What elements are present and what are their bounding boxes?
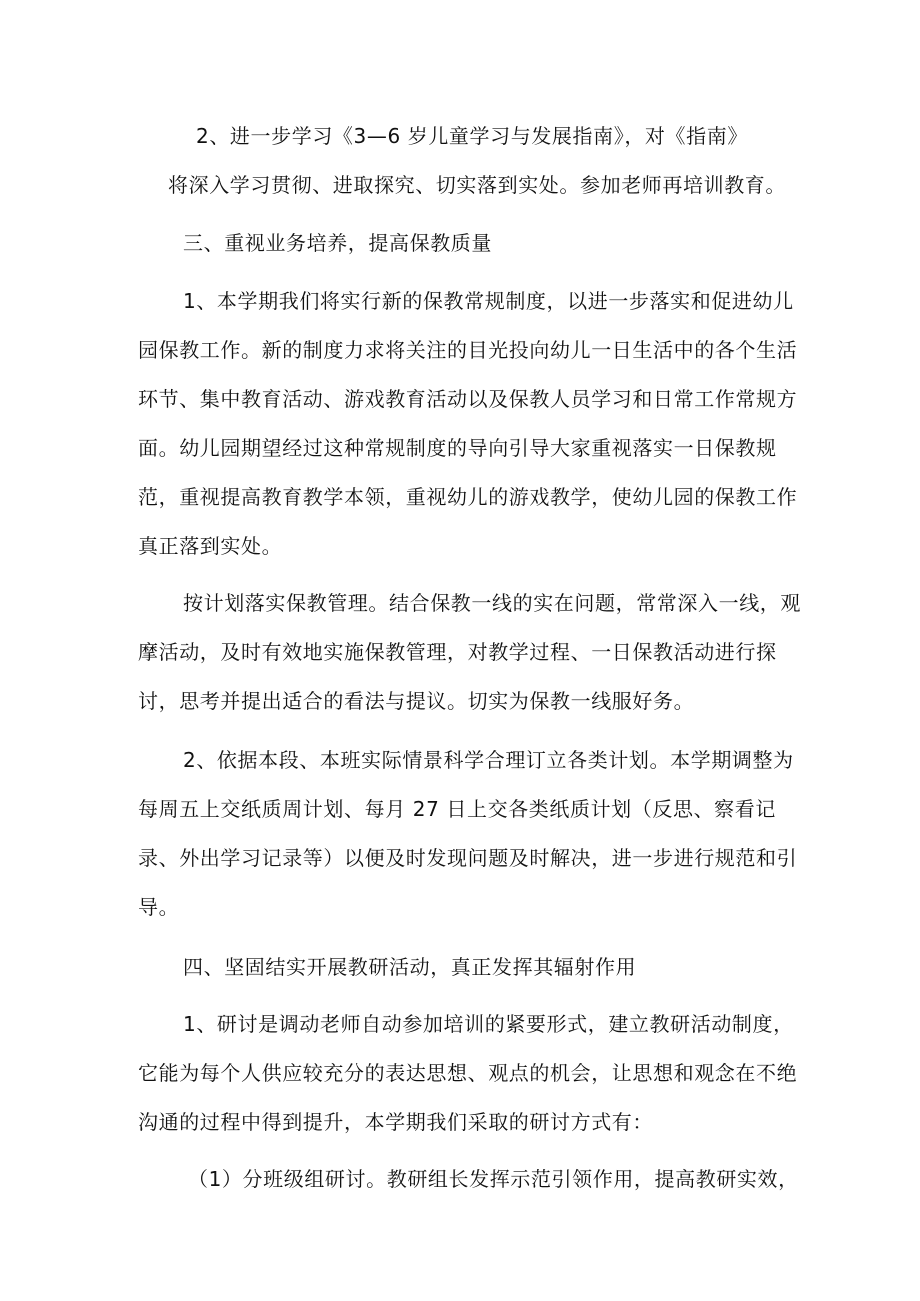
text-line: 范，重视提高教育教学本领，重视幼儿的游戏教学，使幼儿园的保教工作 xyxy=(138,485,798,509)
text-line: 沟通的过程中得到提升，本学期我们采取的研讨方式有： xyxy=(138,1110,653,1134)
text-line: 导。 xyxy=(138,895,180,919)
section-heading: 四、坚固结实开展教研活动，真正发挥其辐射作用 xyxy=(183,955,637,979)
text-line: 将深入学习贯彻、进取探究、切实落到实处。参加老师再培训教育。 xyxy=(168,173,786,197)
text-line: 每周五上交纸质周计划、每月 27 日上交各类纸质计划（反思、察看记 xyxy=(138,797,776,821)
text-line: 真正落到实处。 xyxy=(138,534,283,558)
text-line: （1）分班级组研讨。教研组长发挥示范引领作用，提高教研实效， xyxy=(188,1167,799,1191)
text-line: 2、进一步学习《3—6 岁儿童学习与发展指南》，对《指南》 xyxy=(196,124,748,148)
text-line: 1、研讨是调动老师自动参加培训的紧要形式，建立教研活动制度， xyxy=(183,1012,794,1036)
text-line: 1、本学期我们将实行新的保教常规制度，以进一步落实和促进幼儿 xyxy=(183,289,794,313)
text-line: 环节、集中教育活动、游戏教育活动以及保教人员学习和日常工作常规方 xyxy=(138,387,798,411)
text-line: 按计划落实保教管理。结合保教一线的实在问题，常常深入一线，观 xyxy=(183,591,801,615)
text-line: 录、外出学习记录等）以便及时发现问题及时解决，进一步进行规范和引 xyxy=(138,846,798,870)
text-line: 园保教工作。新的制度力求将关注的目光投向幼儿一日生活中的各个生活 xyxy=(138,338,798,362)
text-line: 面。幼儿园期望经过这种常规制度的导向引导大家重视落实一日保教规 xyxy=(138,436,777,460)
text-line: 摩活动，及时有效地实施保教管理，对教学过程、一日保教活动进行探 xyxy=(138,640,777,664)
text-line: 2、依据本段、本班实际情景科学合理订立各类计划。本学期调整为 xyxy=(183,748,794,772)
text-line: 它能为每个人供应较充分的表达思想、观点的机会，让思想和观念在不绝 xyxy=(138,1061,798,1085)
section-heading: 三、重视业务培养，提高保教质量 xyxy=(183,231,492,255)
text-line: 讨，思考并提出适合的看法与提议。切实为保教一线服好务。 xyxy=(138,689,695,713)
